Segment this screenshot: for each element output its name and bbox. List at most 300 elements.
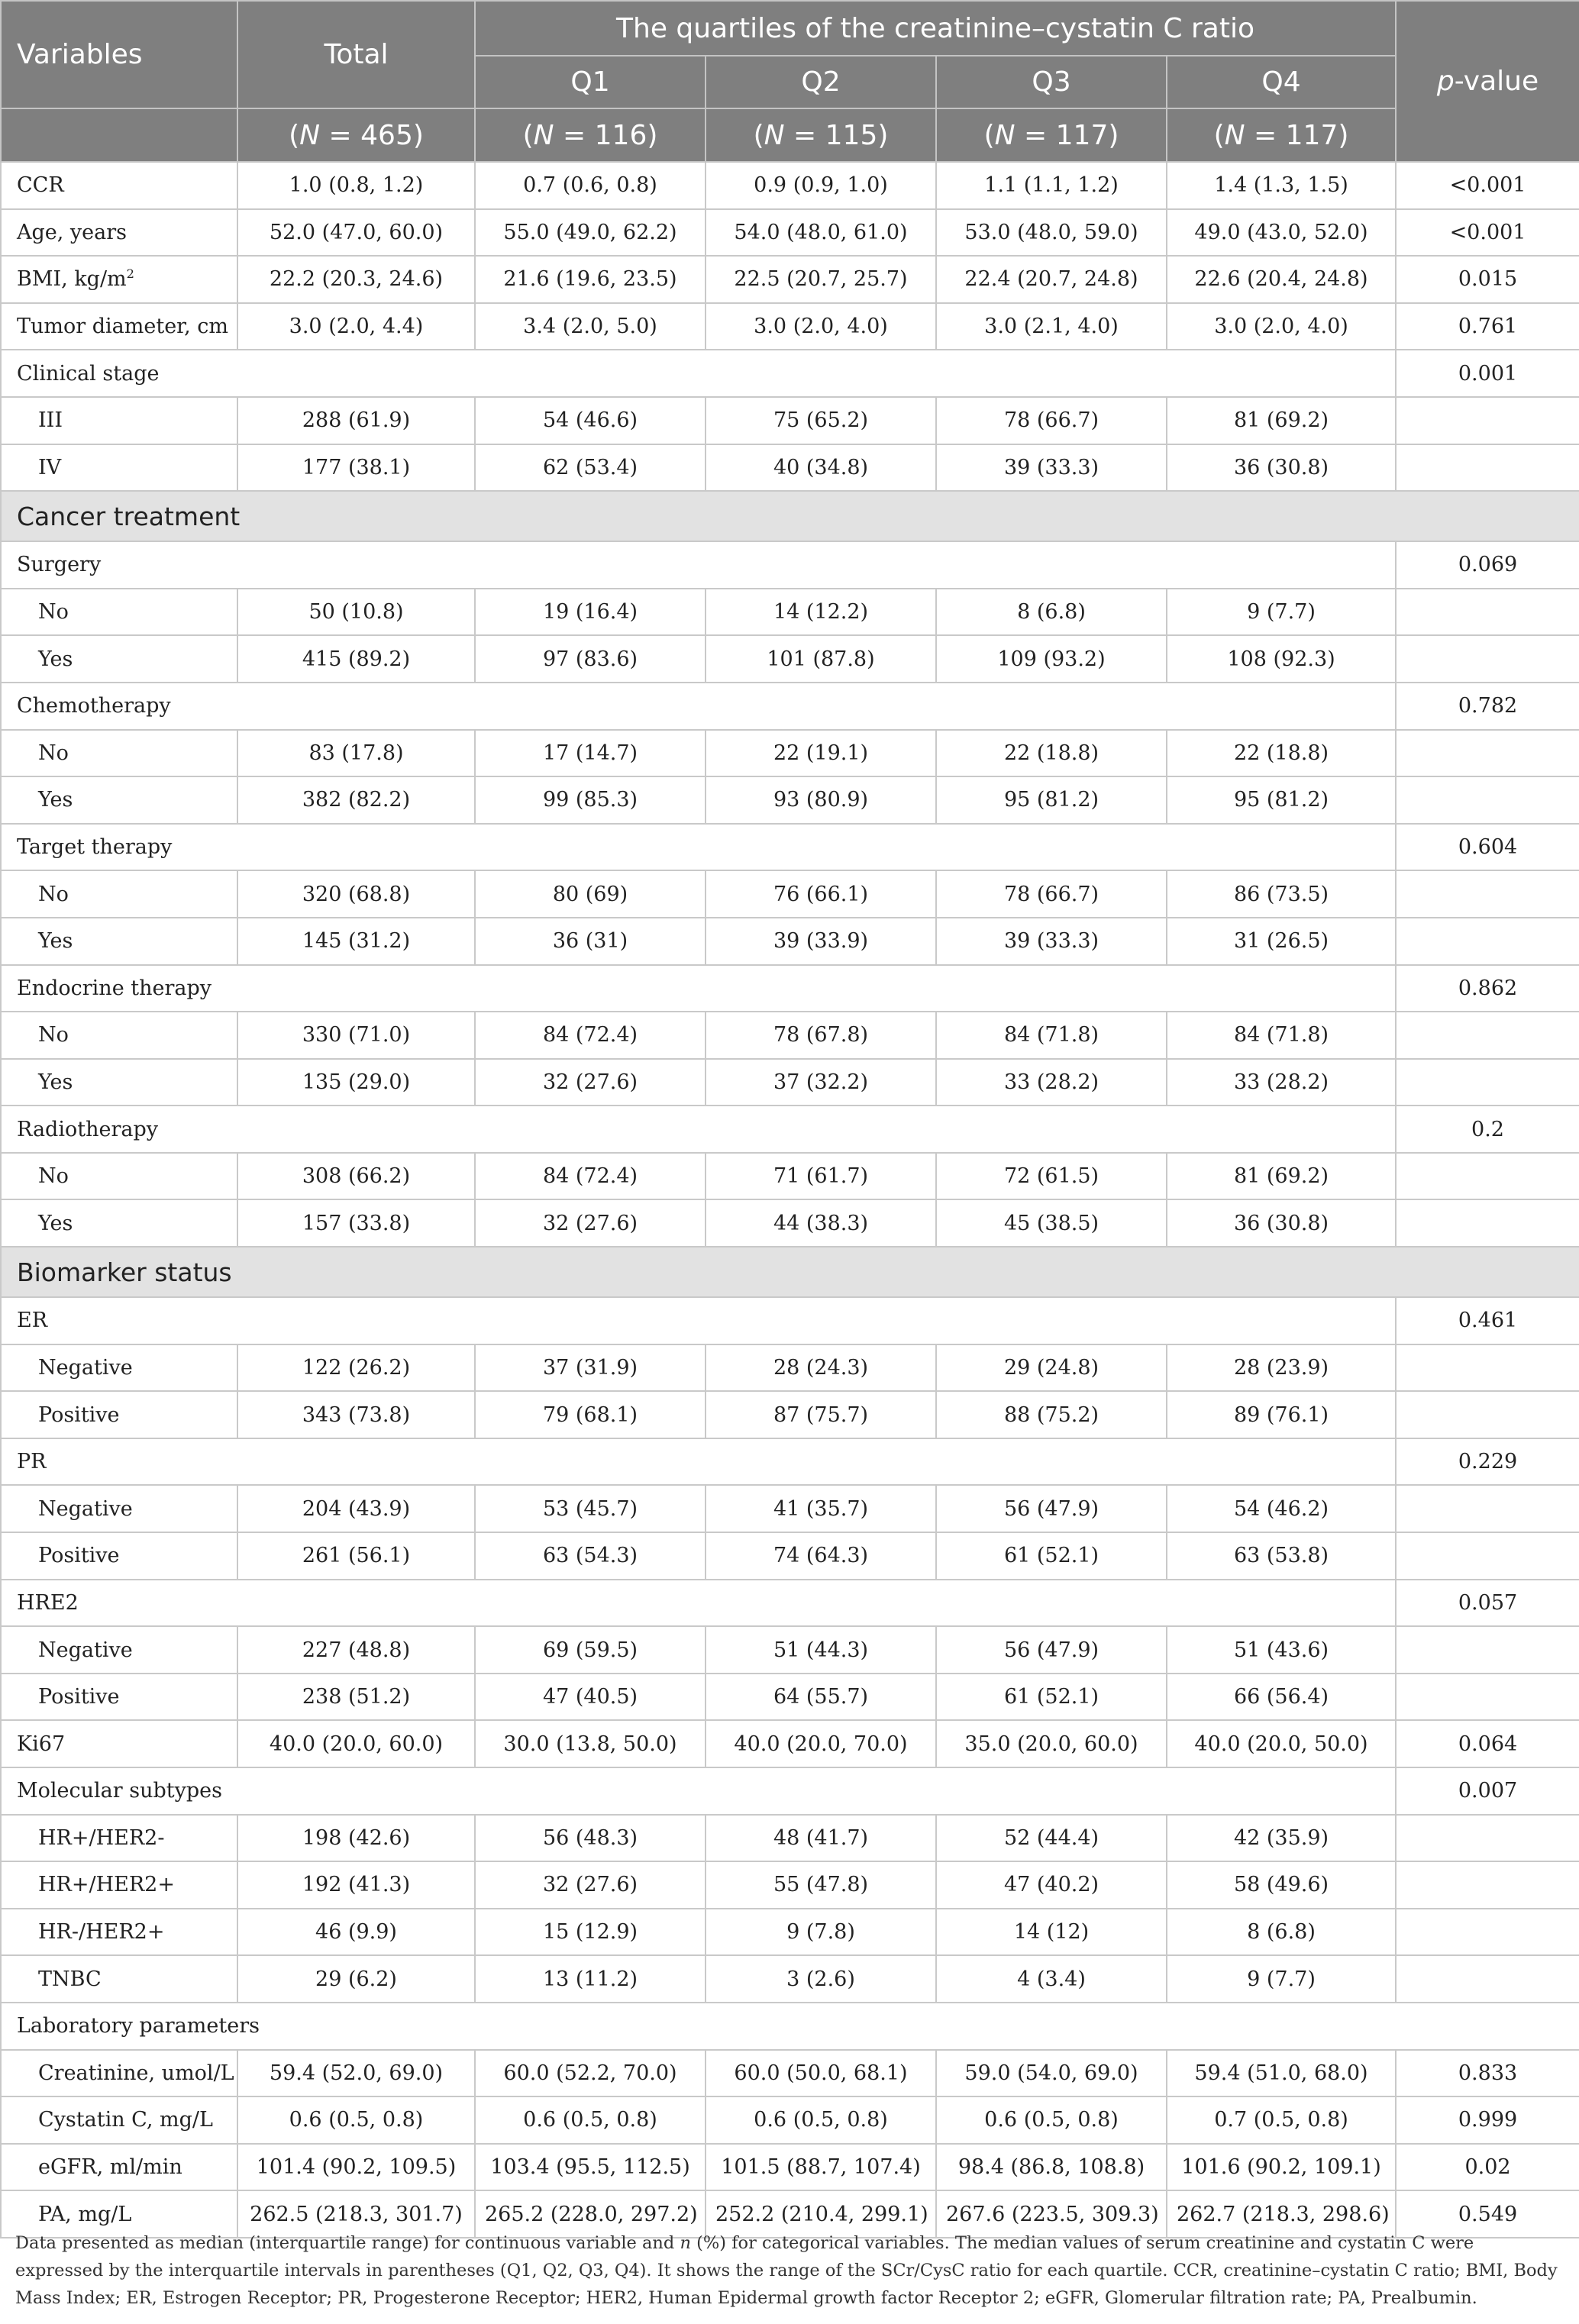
header-q2: Q2: [706, 56, 936, 108]
q4-cell: 262.7 (218.3, 298.6): [1167, 2190, 1396, 2238]
group-label: Clinical stage: [1, 350, 1396, 397]
p-value-cell: [1396, 397, 1579, 444]
row-label: No: [1, 589, 237, 636]
table-row: [1, 1438, 1579, 1486]
q3-cell: 95 (81.2): [936, 776, 1167, 824]
p-value-cell: [1396, 1199, 1579, 1247]
p-value-cell: [1396, 1909, 1579, 1956]
q1-cell: 55.0 (49.0, 62.2): [475, 209, 706, 257]
total-cell: 157 (33.8): [237, 1199, 475, 1247]
total-cell: 22.2 (20.3, 24.6): [237, 256, 475, 303]
p-value-cell: <0.001: [1396, 162, 1579, 209]
p-value-cell: 0.461: [1396, 1297, 1579, 1344]
table-row: [1, 1059, 1579, 1106]
q2-cell: 3 (2.6): [706, 1955, 936, 2003]
q4-cell: 33 (28.2): [1167, 1059, 1396, 1106]
group-label: Molecular subtypes: [1, 1767, 1396, 1815]
group-label: Chemotherapy: [1, 683, 1396, 730]
q1-cell: 80 (69): [475, 870, 706, 918]
q2-cell: 28 (24.3): [706, 1344, 936, 1392]
p-value-cell: 0.001: [1396, 350, 1579, 397]
q4-cell: 66 (56.4): [1167, 1674, 1396, 1721]
q4-cell: 63 (53.8): [1167, 1532, 1396, 1580]
q3-cell: 22 (18.8): [936, 730, 1167, 777]
q1-cell: 56 (48.3): [475, 1815, 706, 1862]
row-label: Yes: [1, 635, 237, 683]
total-cell: 145 (31.2): [237, 918, 475, 965]
q2-cell: 252.2 (210.4, 299.1): [706, 2190, 936, 2238]
q3-cell: 98.4 (86.8, 108.8): [936, 2144, 1167, 2191]
table-row: [1, 1815, 1579, 1862]
q4-cell: 8 (6.8): [1167, 1909, 1396, 1956]
row-label: No: [1, 730, 237, 777]
total-cell: 52.0 (47.0, 60.0): [237, 209, 475, 257]
q4-cell: 81 (69.2): [1167, 397, 1396, 444]
q4-cell: 3.0 (2.0, 4.0): [1167, 303, 1396, 350]
p-value-cell: 0.2: [1396, 1106, 1579, 1153]
q4-cell: 0.7 (0.5, 0.8): [1167, 2096, 1396, 2144]
row-label: eGFR, ml/min: [1, 2144, 237, 2191]
q2-cell: 37 (32.2): [706, 1059, 936, 1106]
q1-cell: 0.7 (0.6, 0.8): [475, 162, 706, 209]
p-value-cell: 0.761: [1396, 303, 1579, 350]
q1-cell: 21.6 (19.6, 23.5): [475, 256, 706, 303]
q3-cell: 39 (33.3): [936, 444, 1167, 492]
row-label: No: [1, 1012, 237, 1059]
p-value-cell: 0.999: [1396, 2096, 1579, 2144]
table-row: [1, 1955, 1579, 2003]
q1-cell: 69 (59.5): [475, 1626, 706, 1674]
table-row: [1, 303, 1579, 350]
q4-cell: 51 (43.6): [1167, 1626, 1396, 1674]
q2-cell: 101 (87.8): [706, 635, 936, 683]
table-row: [1, 1153, 1579, 1200]
q1-cell: 84 (72.4): [475, 1153, 706, 1200]
header-q4: Q4: [1167, 56, 1396, 108]
q4-cell: 81 (69.2): [1167, 1153, 1396, 1200]
row-label: HR+/HER2+: [1, 1861, 237, 1909]
q3-cell: 88 (75.2): [936, 1391, 1167, 1438]
group-label: Target therapy: [1, 824, 1396, 871]
q3-cell: 33 (28.2): [936, 1059, 1167, 1106]
q3-cell: 109 (93.2): [936, 635, 1167, 683]
total-cell: 50 (10.8): [237, 589, 475, 636]
total-cell: 308 (66.2): [237, 1153, 475, 1200]
total-cell: 262.5 (218.3, 301.7): [237, 2190, 475, 2238]
row-label: Yes: [1, 776, 237, 824]
q2-cell: 60.0 (50.0, 68.1): [706, 2050, 936, 2097]
q1-cell: 36 (31): [475, 918, 706, 965]
total-cell: 1.0 (0.8, 1.2): [237, 162, 475, 209]
table-row: [1, 824, 1579, 871]
header-n-q2: (N = 115): [706, 108, 936, 162]
row-label: No: [1, 870, 237, 918]
header-p-value: p-value: [1396, 1, 1579, 162]
header-quartiles-title: The quartiles of the creatinine–cystatin C ratio: [475, 1, 1396, 56]
p-value-cell: 0.069: [1396, 541, 1579, 589]
q4-cell: 58 (49.6): [1167, 1861, 1396, 1909]
table-row: [1, 444, 1579, 492]
row-label: Tumor diameter, cm: [1, 303, 237, 350]
group-label: Endocrine therapy: [1, 965, 1396, 1012]
q2-cell: 40 (34.8): [706, 444, 936, 492]
header-n-q3: (N = 117): [936, 108, 1167, 162]
q4-cell: 95 (81.2): [1167, 776, 1396, 824]
table-row: [1, 1344, 1579, 1392]
total-cell: 0.6 (0.5, 0.8): [237, 2096, 475, 2144]
q4-cell: 22 (18.8): [1167, 730, 1396, 777]
q4-cell: 42 (35.9): [1167, 1815, 1396, 1862]
header-q3: Q3: [936, 56, 1167, 108]
q4-cell: 28 (23.9): [1167, 1344, 1396, 1392]
table-row: [1, 1012, 1579, 1059]
table-row: [1, 965, 1579, 1012]
header-n-q1: (N = 116): [475, 108, 706, 162]
q3-cell: 52 (44.4): [936, 1815, 1167, 1862]
table-row: [1, 1106, 1579, 1153]
row-label: Ki67: [1, 1720, 237, 1767]
table-header: [1, 1, 1579, 162]
q3-cell: 35.0 (20.0, 60.0): [936, 1720, 1167, 1767]
table-row: [1, 589, 1579, 636]
q4-cell: 36 (30.8): [1167, 444, 1396, 492]
p-value-cell: [1396, 918, 1579, 965]
total-cell: 83 (17.8): [237, 730, 475, 777]
table-row: [1, 1485, 1579, 1532]
q3-cell: 4 (3.4): [936, 1955, 1167, 2003]
total-cell: 122 (26.2): [237, 1344, 475, 1392]
group-label: ER: [1, 1297, 1396, 1344]
q3-cell: 29 (24.8): [936, 1344, 1167, 1392]
table-row: [1, 2003, 1579, 2050]
p-value-cell: 0.782: [1396, 683, 1579, 730]
q4-cell: 86 (73.5): [1167, 870, 1396, 918]
total-cell: 288 (61.9): [237, 397, 475, 444]
q2-cell: 14 (12.2): [706, 589, 936, 636]
q2-cell: 39 (33.9): [706, 918, 936, 965]
table-row: [1, 1297, 1579, 1344]
table-row: [1, 209, 1579, 257]
q1-cell: 63 (54.3): [475, 1532, 706, 1580]
total-cell: 135 (29.0): [237, 1059, 475, 1106]
header-blank: [1, 108, 237, 162]
q2-cell: 64 (55.7): [706, 1674, 936, 1721]
q2-cell: 87 (75.7): [706, 1391, 936, 1438]
total-cell: 3.0 (2.0, 4.4): [237, 303, 475, 350]
total-cell: 40.0 (20.0, 60.0): [237, 1720, 475, 1767]
q3-cell: 72 (61.5): [936, 1153, 1167, 1200]
q1-cell: 13 (11.2): [475, 1955, 706, 2003]
table-row: [1, 2144, 1579, 2191]
q1-cell: 32 (27.6): [475, 1861, 706, 1909]
table-row: [1, 730, 1579, 777]
p-value-cell: [1396, 1861, 1579, 1909]
q2-cell: 0.9 (0.9, 1.0): [706, 162, 936, 209]
row-label: Yes: [1, 1059, 237, 1106]
q4-cell: 9 (7.7): [1167, 589, 1396, 636]
q4-cell: 54 (46.2): [1167, 1485, 1396, 1532]
group-label: PR: [1, 1438, 1396, 1486]
p-value-cell: 0.229: [1396, 1438, 1579, 1486]
q3-cell: 14 (12): [936, 1909, 1167, 1956]
row-label: Cystatin C, mg/L: [1, 2096, 237, 2144]
q1-cell: 60.0 (52.2, 70.0): [475, 2050, 706, 2097]
q2-cell: 22 (19.1): [706, 730, 936, 777]
section-row: [1, 1247, 1579, 1297]
total-cell: 382 (82.2): [237, 776, 475, 824]
table-footnote: Data presented as median (interquartile range) for continuous variable and n (%) for categorical variables. The median values of serum creatinine and cystatin C were expressed by the interquartile intervals in parentheses (Q1, Q2, Q3, Q4). It shows the range of the SCr/CysC ratio for each quartile. CCR, creatinine–cystatin C ratio; BMI, Body Mass Index; ER, Estrogen Receptor; PR, Progesterone Receptor; HER2, Human Epidermal growth factor Receptor 2; eGFR, Glomerular filtration rate; PA, Prealbumin.: [15, 2233, 1558, 2308]
table-row: [1, 1532, 1579, 1580]
row-label: No: [1, 1153, 237, 1200]
table-row: [1, 776, 1579, 824]
p-value-cell: 0.015: [1396, 256, 1579, 303]
row-label: IV: [1, 444, 237, 492]
q2-cell: 44 (38.3): [706, 1199, 936, 1247]
q1-cell: 3.4 (2.0, 5.0): [475, 303, 706, 350]
table-row: [1, 870, 1579, 918]
total-cell: 192 (41.3): [237, 1861, 475, 1909]
q3-cell: 3.0 (2.1, 4.0): [936, 303, 1167, 350]
group-label: Radiotherapy: [1, 1106, 1396, 1153]
section-row: [1, 491, 1579, 541]
p-value-cell: <0.001: [1396, 209, 1579, 257]
q4-cell: 40.0 (20.0, 50.0): [1167, 1720, 1396, 1767]
row-label: Positive: [1, 1674, 237, 1721]
q3-cell: 61 (52.1): [936, 1674, 1167, 1721]
p-value-cell: [1396, 730, 1579, 777]
q3-cell: 78 (66.7): [936, 870, 1167, 918]
row-label: CCR: [1, 162, 237, 209]
p-value-cell: [1396, 1153, 1579, 1200]
row-label: Positive: [1, 1391, 237, 1438]
q1-cell: 17 (14.7): [475, 730, 706, 777]
q2-cell: 54.0 (48.0, 61.0): [706, 209, 936, 257]
table-row: [1, 1580, 1579, 1627]
total-cell: 198 (42.6): [237, 1815, 475, 1862]
total-cell: 204 (43.9): [237, 1485, 475, 1532]
q3-cell: 8 (6.8): [936, 589, 1167, 636]
p-value-cell: [1396, 635, 1579, 683]
table-row: [1, 635, 1579, 683]
row-label: Age, years: [1, 209, 237, 257]
row-label: PA, mg/L: [1, 2190, 237, 2238]
table-row: [1, 2096, 1579, 2144]
q3-cell: 59.0 (54.0, 69.0): [936, 2050, 1167, 2097]
q2-cell: 76 (66.1): [706, 870, 936, 918]
p-value-cell: 0.064: [1396, 1720, 1579, 1767]
table-row: [1, 1674, 1579, 1721]
table-row: [1, 1861, 1579, 1909]
q4-cell: 108 (92.3): [1167, 635, 1396, 683]
p-value-cell: [1396, 870, 1579, 918]
row-label: Positive: [1, 1532, 237, 1580]
q3-cell: 22.4 (20.7, 24.8): [936, 256, 1167, 303]
table-row: [1, 1626, 1579, 1674]
row-label: III: [1, 397, 237, 444]
q4-cell: 84 (71.8): [1167, 1012, 1396, 1059]
q1-cell: 54 (46.6): [475, 397, 706, 444]
q1-cell: 99 (85.3): [475, 776, 706, 824]
q3-cell: 53.0 (48.0, 59.0): [936, 209, 1167, 257]
q2-cell: 9 (7.8): [706, 1909, 936, 1956]
q3-cell: 78 (66.7): [936, 397, 1167, 444]
q4-cell: 59.4 (51.0, 68.0): [1167, 2050, 1396, 2097]
q4-cell: 36 (30.8): [1167, 1199, 1396, 1247]
q1-cell: 15 (12.9): [475, 1909, 706, 1956]
q1-cell: 32 (27.6): [475, 1059, 706, 1106]
table-row: [1, 1720, 1579, 1767]
section-label: Biomarker status: [1, 1247, 1579, 1297]
q2-cell: 48 (41.7): [706, 1815, 936, 1862]
p-value-cell: [1396, 1815, 1579, 1862]
group-label: HRE2: [1, 1580, 1396, 1627]
total-cell: 29 (6.2): [237, 1955, 475, 2003]
q2-cell: 74 (64.3): [706, 1532, 936, 1580]
q3-cell: 1.1 (1.1, 1.2): [936, 162, 1167, 209]
total-cell: 59.4 (52.0, 69.0): [237, 2050, 475, 2097]
table-row: [1, 541, 1579, 589]
table-body: [1, 162, 1579, 2238]
p-value-cell: 0.057: [1396, 1580, 1579, 1627]
q2-cell: 101.5 (88.7, 107.4): [706, 2144, 936, 2191]
total-cell: 320 (68.8): [237, 870, 475, 918]
p-value-cell: [1396, 1674, 1579, 1721]
q3-cell: 45 (38.5): [936, 1199, 1167, 1247]
p-value-cell: 0.02: [1396, 2144, 1579, 2191]
q1-cell: 37 (31.9): [475, 1344, 706, 1392]
total-cell: 177 (38.1): [237, 444, 475, 492]
total-cell: 415 (89.2): [237, 635, 475, 683]
row-label: Creatinine, umol/L: [1, 2050, 237, 2097]
total-cell: 238 (51.2): [237, 1674, 475, 1721]
q3-cell: 56 (47.9): [936, 1485, 1167, 1532]
q2-cell: 0.6 (0.5, 0.8): [706, 2096, 936, 2144]
row-label: Yes: [1, 918, 237, 965]
header-variables: Variables: [1, 1, 237, 108]
q1-cell: 62 (53.4): [475, 444, 706, 492]
q3-cell: 39 (33.3): [936, 918, 1167, 965]
q1-cell: 32 (27.6): [475, 1199, 706, 1247]
row-label: Negative: [1, 1485, 237, 1532]
q4-cell: 22.6 (20.4, 24.8): [1167, 256, 1396, 303]
q1-cell: 103.4 (95.5, 112.5): [475, 2144, 706, 2191]
q3-cell: 56 (47.9): [936, 1626, 1167, 1674]
p-value-cell: 0.549: [1396, 2190, 1579, 2238]
p-value-cell: [1396, 1344, 1579, 1392]
table-row: [1, 1199, 1579, 1247]
q2-cell: 71 (61.7): [706, 1153, 936, 1200]
group-label: Laboratory parameters: [1, 2003, 1579, 2050]
row-label: TNBC: [1, 1955, 237, 2003]
table-row: [1, 918, 1579, 965]
section-label: Cancer treatment: [1, 491, 1579, 541]
q2-cell: 51 (44.3): [706, 1626, 936, 1674]
q4-cell: 89 (76.1): [1167, 1391, 1396, 1438]
p-value-cell: [1396, 1485, 1579, 1532]
q1-cell: 0.6 (0.5, 0.8): [475, 2096, 706, 2144]
q1-cell: 84 (72.4): [475, 1012, 706, 1059]
header-n-total: (N = 465): [237, 108, 475, 162]
q2-cell: 78 (67.8): [706, 1012, 936, 1059]
header-q1: Q1: [475, 56, 706, 108]
table-row: [1, 162, 1579, 209]
total-cell: 227 (48.8): [237, 1626, 475, 1674]
q1-cell: 30.0 (13.8, 50.0): [475, 1720, 706, 1767]
row-label: HR-/HER2+: [1, 1909, 237, 1956]
p-value-cell: 0.833: [1396, 2050, 1579, 2097]
p-value-cell: [1396, 1955, 1579, 2003]
p-value-cell: [1396, 1059, 1579, 1106]
q3-cell: 84 (71.8): [936, 1012, 1167, 1059]
row-label: Negative: [1, 1344, 237, 1392]
q2-cell: 22.5 (20.7, 25.7): [706, 256, 936, 303]
total-cell: 101.4 (90.2, 109.5): [237, 2144, 475, 2191]
p-value-cell: 0.862: [1396, 965, 1579, 1012]
q4-cell: 101.6 (90.2, 109.1): [1167, 2144, 1396, 2191]
total-cell: 261 (56.1): [237, 1532, 475, 1580]
q1-cell: 47 (40.5): [475, 1674, 706, 1721]
total-cell: 343 (73.8): [237, 1391, 475, 1438]
q1-cell: 19 (16.4): [475, 589, 706, 636]
table-row: [1, 1909, 1579, 1956]
q1-cell: 53 (45.7): [475, 1485, 706, 1532]
table-row: [1, 256, 1579, 303]
table-row: [1, 683, 1579, 730]
p-value-cell: [1396, 1391, 1579, 1438]
q2-cell: 55 (47.8): [706, 1861, 936, 1909]
row-label: Negative: [1, 1626, 237, 1674]
header-n-q4: (N = 117): [1167, 108, 1396, 162]
q2-cell: 41 (35.7): [706, 1485, 936, 1532]
row-label: HR+/HER2-: [1, 1815, 237, 1862]
q2-cell: 75 (65.2): [706, 397, 936, 444]
q4-cell: 49.0 (43.0, 52.0): [1167, 209, 1396, 257]
table-row: [1, 2050, 1579, 2097]
p-value-cell: [1396, 1532, 1579, 1580]
q2-cell: 3.0 (2.0, 4.0): [706, 303, 936, 350]
p-value-cell: [1396, 444, 1579, 492]
p-value-cell: [1396, 1012, 1579, 1059]
q1-cell: 97 (83.6): [475, 635, 706, 683]
total-cell: 330 (71.0): [237, 1012, 475, 1059]
q3-cell: 267.6 (223.5, 309.3): [936, 2190, 1167, 2238]
table-row: [1, 1767, 1579, 1815]
table-row: [1, 350, 1579, 397]
q3-cell: 0.6 (0.5, 0.8): [936, 2096, 1167, 2144]
q3-cell: 61 (52.1): [936, 1532, 1167, 1580]
row-label: BMI, $kg/m^2$: [1, 256, 237, 303]
q4-cell: 9 (7.7): [1167, 1955, 1396, 2003]
group-label: Surgery: [1, 541, 1396, 589]
p-value-cell: [1396, 589, 1579, 636]
q1-cell: 79 (68.1): [475, 1391, 706, 1438]
p-value-cell: 0.604: [1396, 824, 1579, 871]
table-row: [1, 1391, 1579, 1438]
p-value-cell: [1396, 1626, 1579, 1674]
q4-cell: 31 (26.5): [1167, 918, 1396, 965]
q2-cell: 40.0 (20.0, 70.0): [706, 1720, 936, 1767]
q2-cell: 93 (80.9): [706, 776, 936, 824]
header-total: Total: [237, 1, 475, 108]
table-row: [1, 397, 1579, 444]
q3-cell: 47 (40.2): [936, 1861, 1167, 1909]
p-value-cell: [1396, 776, 1579, 824]
total-cell: 46 (9.9): [237, 1909, 475, 1956]
q1-cell: 265.2 (228.0, 297.2): [475, 2190, 706, 2238]
p-value-cell: 0.007: [1396, 1767, 1579, 1815]
row-label: Yes: [1, 1199, 237, 1247]
q4-cell: 1.4 (1.3, 1.5): [1167, 162, 1396, 209]
